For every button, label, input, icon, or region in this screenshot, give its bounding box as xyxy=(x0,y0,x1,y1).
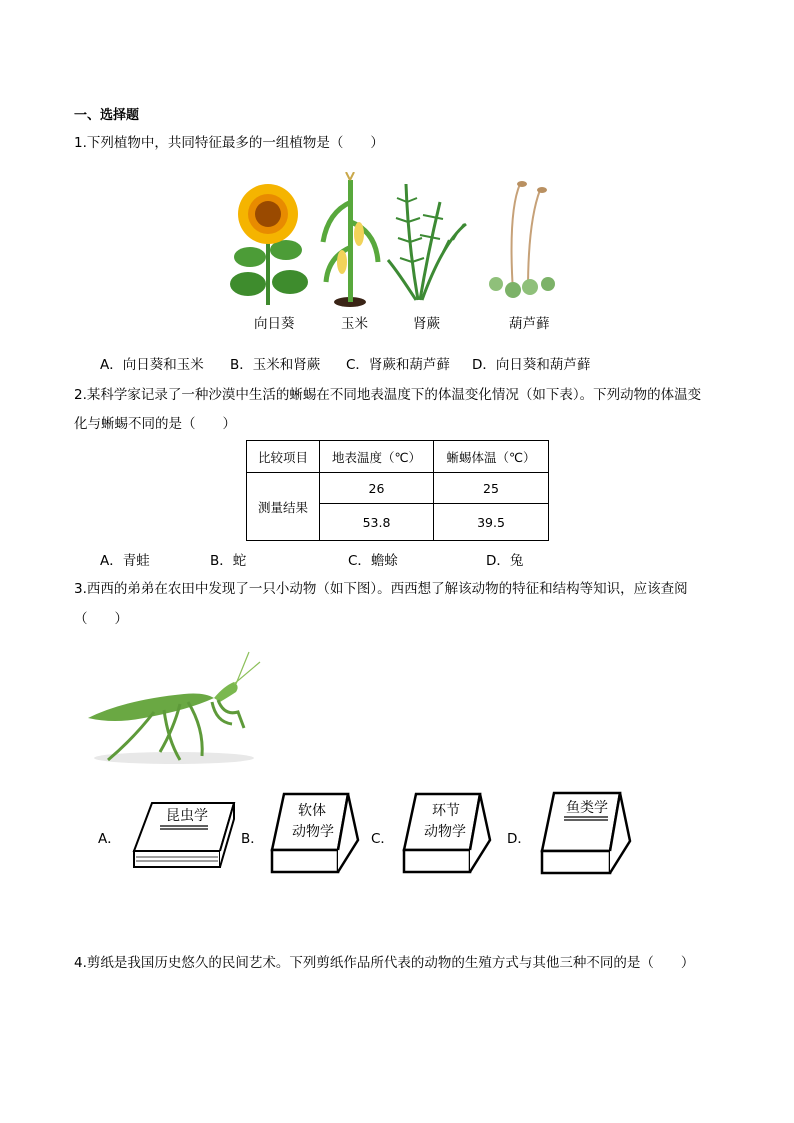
section-title: 一、选择题 xyxy=(74,108,140,123)
option-c[interactable]: C． xyxy=(371,831,394,847)
mantis-image xyxy=(84,648,264,770)
plant-label-fern: 肾蕨 xyxy=(413,316,440,332)
question-2-text-line2: 化与蜥蜴不同的是（ ） xyxy=(74,416,236,432)
option-b[interactable]: B．玉米和肾蕨 xyxy=(230,357,321,373)
table-cell: 25 xyxy=(434,473,549,504)
book-option-d[interactable] xyxy=(538,787,633,877)
option-b[interactable]: B． xyxy=(241,831,264,847)
book-title-line1: 环节 xyxy=(432,803,460,819)
table-header: 地表温度（℃） xyxy=(320,441,434,473)
book-title-line1: 鱼类学 xyxy=(566,800,608,816)
question-1-text: 1.下列植物中，共同特征最多的一组植物是（ ） xyxy=(74,135,384,151)
table-row-label: 测量结果 xyxy=(247,473,320,541)
book-option-c[interactable] xyxy=(400,788,495,876)
lizard-temperature-table xyxy=(246,440,549,541)
book-option-a[interactable] xyxy=(128,793,238,873)
option-c[interactable]: C．蟾蜍 xyxy=(348,553,398,569)
question-4-text: 4.剪纸是我国历史悠久的民间艺术。下列剪纸作品所代表的动物的生殖方式与其他三种不同的是（ ） xyxy=(74,955,695,971)
book-option-b[interactable] xyxy=(268,788,363,876)
table-cell: 53.8 xyxy=(320,504,434,541)
question-3-text-line2: （ ） xyxy=(74,611,128,627)
fern-image xyxy=(388,184,466,300)
option-b[interactable]: B．蛇 xyxy=(210,553,247,569)
table-header: 蜥蜴体温（℃） xyxy=(434,441,549,473)
table-cell: 26 xyxy=(320,473,434,504)
option-c[interactable]: C．肾蕨和葫芦藓 xyxy=(346,357,450,373)
corn-image xyxy=(323,172,378,307)
question-3-text-line1: 3.西西的弟弟在农田中发现了一只小动物（如下图）。西西想了解该动物的特征和结构等知识，应该查阅 xyxy=(74,581,688,597)
option-a[interactable]: A．青蛙 xyxy=(100,553,150,569)
option-a[interactable]: A．向日葵和玉米 xyxy=(100,357,204,373)
question-2-options xyxy=(100,549,700,569)
option-a[interactable]: A． xyxy=(98,831,121,847)
book-title-line2: 动物学 xyxy=(424,824,466,840)
plant-label-moss: 葫芦藓 xyxy=(509,316,550,332)
table-header: 比较项目 xyxy=(247,441,320,473)
question-1-options xyxy=(100,353,700,373)
book-title-line1: 软体 xyxy=(298,803,326,819)
sunflower-image xyxy=(230,184,308,305)
plant-label-sunflower: 向日葵 xyxy=(254,316,295,332)
book-title-line1: 昆虫学 xyxy=(166,808,208,824)
question-2-text-line1: 2.某科学家记录了一种沙漠中生活的蜥蜴在不同地表温度下的体温变化情况（如下表）。下列动物的体温变 xyxy=(74,387,702,403)
moss-image xyxy=(489,181,555,298)
option-d[interactable]: D． xyxy=(507,831,531,847)
option-d[interactable]: D．兔 xyxy=(486,553,524,569)
table-cell: 39.5 xyxy=(434,504,549,541)
book-title-line2: 动物学 xyxy=(292,824,334,840)
option-d[interactable]: D．向日葵和葫芦藓 xyxy=(472,357,591,373)
plant-illustrations xyxy=(228,172,568,310)
plant-label-corn: 玉米 xyxy=(341,316,368,332)
